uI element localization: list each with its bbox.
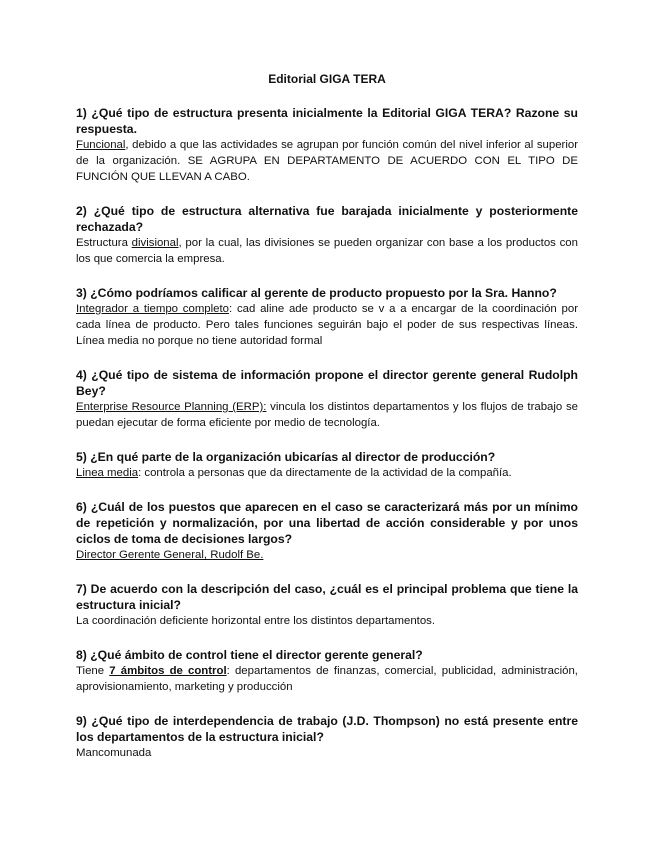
- answer-term: Director Gerente General, Rudolf Be.: [76, 549, 264, 561]
- answer-term: Linea media: [76, 467, 139, 479]
- document-title: Editorial GIGA TERA: [268, 72, 386, 86]
- answer-rest: , por la cual, las divisiones se pueden organizar con base a los productos con los que comercia la empresa.: [76, 237, 578, 265]
- question-text: 3) ¿Cómo podríamos calificar al gerente de producto propuesto por la Sra. Hanno?: [76, 286, 557, 300]
- question-text: 8) ¿Qué ámbito de control tiene el director gerente general?: [76, 648, 423, 662]
- question-text: 4) ¿Qué tipo de sistema de información propone el director gerente general Rudolph Bey?: [76, 368, 578, 398]
- answer-rest: : departamentos de finanzas, comercial, publicidad, administración, aprovisionamiento, marketing y producción: [76, 665, 578, 693]
- answer-text: [76, 137, 578, 185]
- answer-rest: vincula los distintos departamentos y los flujos de trabajo se puedan ejecutar de forma eficiente por medio de tecnología.: [76, 401, 578, 429]
- answer-term: Enterprise Resource Planning (ERP):: [76, 401, 267, 413]
- answer-rest: , debido a que las actividades se agrupan por función común del nivel inferior al superior de la organización. SE AGRUPA EN DEPARTAMENTO DE ACUERDO CON EL TIPO DE FUNCIÓN QUE LLEVAN A CABO.: [76, 139, 578, 183]
- question-block-8: [76, 647, 578, 695]
- answer-rest: Mancomunada: [76, 747, 152, 759]
- question-block-1: [76, 105, 578, 185]
- answer-term: divisional: [131, 237, 179, 249]
- answer-before: Estructura: [76, 237, 132, 249]
- question-text: 7) De acuerdo con la descripción del caso, ¿cuál es el principal problema que tiene la estructura inicial?: [76, 582, 578, 612]
- question-block-4: [76, 367, 578, 431]
- answer-text: [76, 465, 578, 481]
- question-block-6: [76, 499, 578, 563]
- answer-text: [76, 547, 578, 563]
- question-block-9: [76, 713, 578, 761]
- question-block-7: [76, 581, 578, 629]
- answer-rest: : controla a personas que da directamente de la actividad de la compañía.: [138, 467, 512, 479]
- question-block-2: [76, 203, 578, 267]
- document-page: [76, 72, 578, 779]
- question-text: 5) ¿En qué parte de la organización ubicarías al director de producción?: [76, 450, 496, 464]
- question-text: 6) ¿Cuál de los puestos que aparecen en el caso se caracterizará más por un mínimo de repetición y normalización, por una libertad de acción considerable y por unos ciclos de toma de decisiones largos?: [76, 500, 578, 546]
- question-block-5: [76, 449, 578, 481]
- question-text: 1) ¿Qué tipo de estructura presenta inicialmente la Editorial GIGA TERA? Razone su respuesta.: [76, 106, 578, 136]
- answer-text: [76, 235, 578, 267]
- question-block-3: [76, 285, 578, 349]
- answer-text: [76, 399, 578, 431]
- answer-text: [76, 745, 578, 761]
- answer-text: [76, 301, 578, 349]
- answer-term: 7 ámbitos de control: [109, 665, 227, 677]
- answer-before: Tiene: [76, 665, 110, 677]
- question-text: 9) ¿Qué tipo de interdependencia de trabajo (J.D. Thompson) no está presente entre los departamentos de la estructura inicial?: [76, 714, 578, 744]
- answer-rest: La coordinación deficiente horizontal entre los distintos departamentos.: [76, 615, 436, 627]
- answer-term: Funcional: [76, 139, 126, 151]
- answer-term: Integrador a tiempo completo: [76, 303, 230, 315]
- question-text: 2) ¿Qué tipo de estructura alternativa fue barajada inicialmente y posteriormente rechazada?: [76, 204, 578, 234]
- answer-text: [76, 663, 578, 695]
- answer-rest: : cad aline ade producto se v a a encargar de la coordinación por cada línea de producto. Pero tales funciones seguirán bajo el poder de sus respectivas líneas. Línea media no porque no tiene autoridad formal: [76, 303, 578, 347]
- answer-text: [76, 613, 578, 629]
